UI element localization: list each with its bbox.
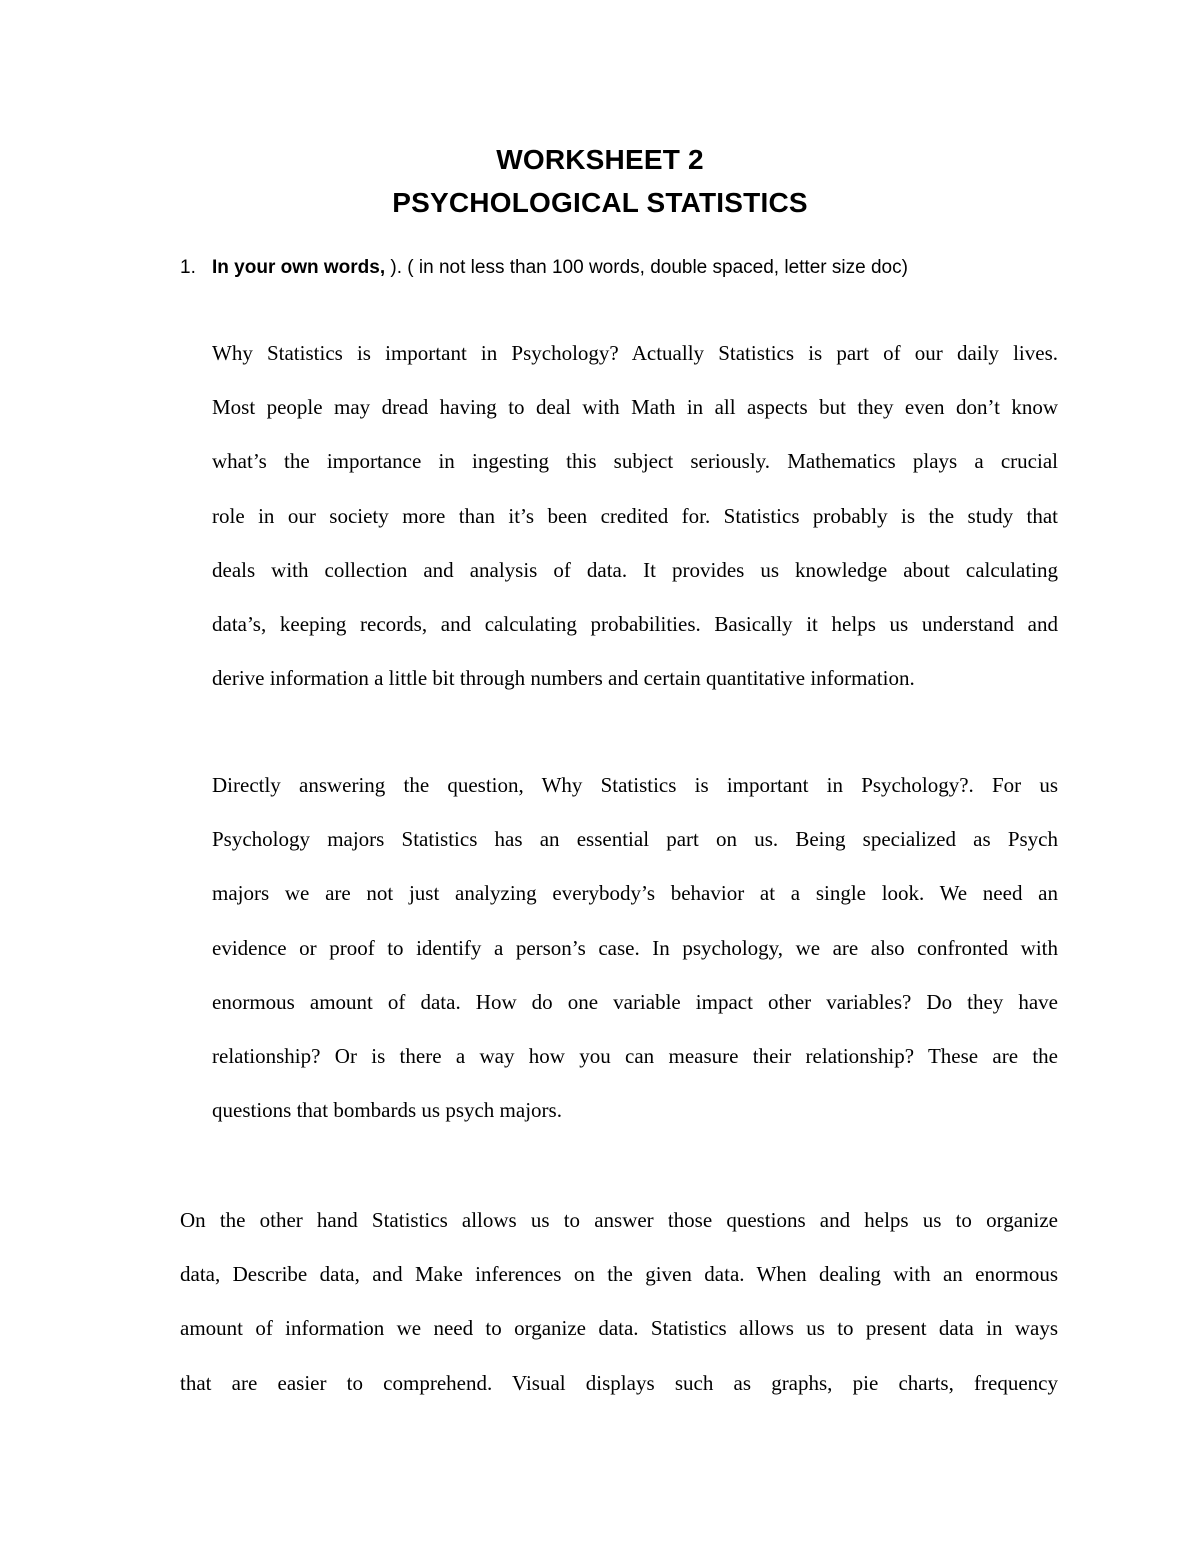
paragraph-line: Why Statistics is important in Psychology? Actually Statistics is part of our daily lives.: [212, 341, 1058, 365]
worksheet-title: WORKSHEET 2: [496, 144, 704, 175]
paragraph-line: On the other hand Statistics allows us to answer those questions and helps us to organize: [180, 1208, 1058, 1232]
paragraph-line: questions that bombards us psych majors.: [212, 1098, 562, 1123]
paragraph-line: deals with collection and analysis of data. It provides us knowledge about calculating: [212, 557, 1058, 582]
answer-paragraph-2: [212, 758, 1058, 1137]
question-lead: In your own words,: [212, 257, 386, 278]
paragraph-line: relationship? Or is there a way how you can measure their relationship? These are the: [212, 1043, 1058, 1068]
paragraph-line: Directly answering the question, Why Statistics is important in Psychology?. For us: [212, 773, 1058, 797]
paragraph-line: role in our society more than it’s been credited for. Statistics probably is the study that: [212, 503, 1058, 528]
paragraph-line: data, Describe data, and Make inferences on the given data. When dealing with an enormous: [180, 1262, 1058, 1287]
question-prompt: [180, 255, 1080, 281]
paragraph-line: evidence or proof to identify a person’s case. In psychology, we are also confronted with: [212, 935, 1058, 960]
paragraph-line: derive information a little bit through numbers and certain quantitative information.: [212, 666, 915, 691]
question-number: 1.: [180, 257, 196, 278]
paragraph-line: data’s, keeping records, and calculating probabilities. Basically it helps us understand and: [212, 611, 1058, 636]
paragraph-line: what’s the importance in ingesting this subject seriously. Mathematics plays a crucial: [212, 449, 1058, 474]
paragraph-line: Psychology majors Statistics has an essential part on us. Being specialized as Psych: [212, 827, 1058, 852]
question-instructions: ). ( in not less than 100 words, double spaced, letter size doc): [385, 257, 908, 278]
answer-paragraph-3: [180, 1193, 1058, 1410]
paragraph-line: majors we are not just analyzing everybody’s behavior at a single look. We need an: [212, 881, 1058, 906]
paragraph-line: that are easier to comprehend. Visual displays such as graphs, pie charts, frequency: [180, 1370, 1058, 1395]
paragraph-line: enormous amount of data. How do one variable impact other variables? Do they have: [212, 989, 1058, 1014]
paragraph-line: amount of information we need to organize data. Statistics allows us to present data in ways: [180, 1316, 1058, 1341]
worksheet-subtitle: PSYCHOLOGICAL STATISTICS: [392, 187, 808, 218]
answer-paragraph-1: [212, 326, 1058, 705]
paragraph-line: Most people may dread having to deal with Math in all aspects but they even don’t know: [212, 395, 1058, 420]
